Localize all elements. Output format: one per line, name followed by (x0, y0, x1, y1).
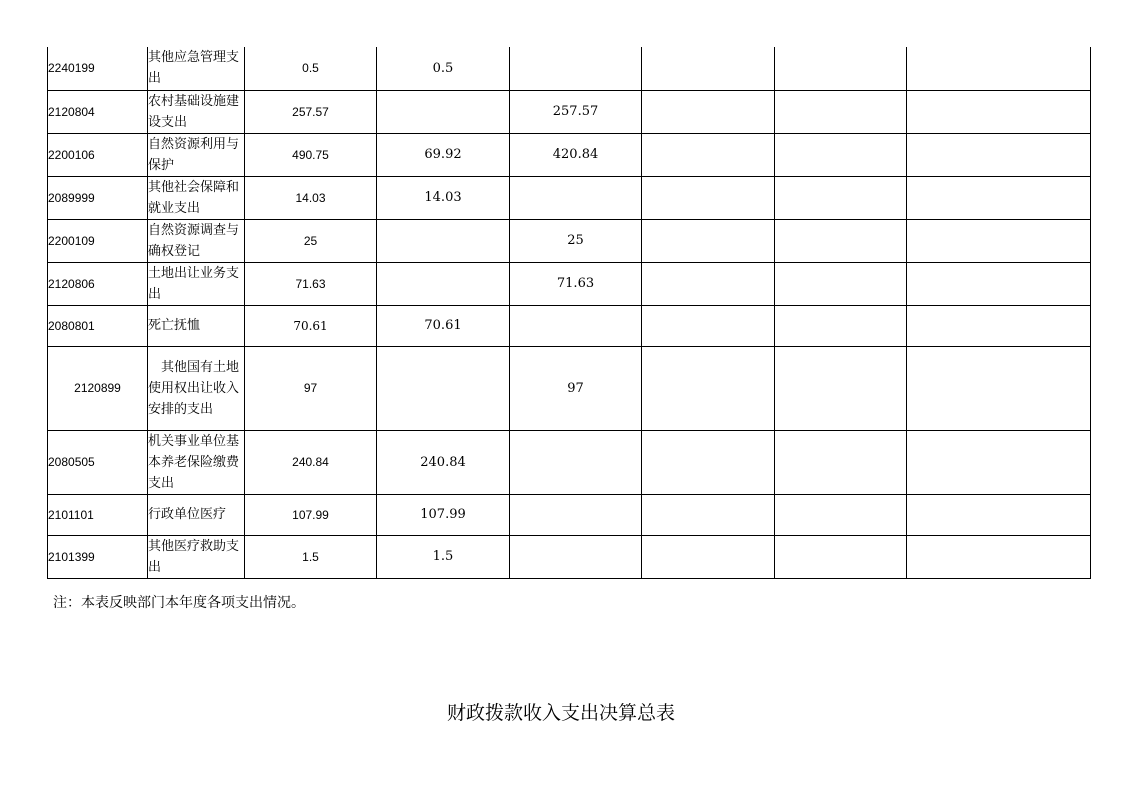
project-expenditure (510, 305, 642, 346)
basic-expenditure: 70.61 (377, 305, 510, 346)
total-amount: 0.5 (245, 47, 377, 90)
total-amount: 490.75 (245, 133, 377, 176)
subject-name: 其他国有土地使用权出让收入安排的支出 (148, 346, 245, 430)
basic-expenditure (377, 90, 510, 133)
basic-expenditure: 0.5 (377, 47, 510, 90)
empty-cell (907, 219, 1091, 262)
empty-cell (775, 346, 907, 430)
subject-name: 其他医疗救助支出 (148, 535, 245, 578)
subject-code: 2120806 (48, 262, 148, 305)
basic-expenditure (377, 262, 510, 305)
empty-cell (642, 47, 775, 90)
subject-name: 死亡抚恤 (148, 305, 245, 346)
total-amount: 240.84 (245, 430, 377, 494)
total-amount: 25 (245, 219, 377, 262)
table-row (48, 430, 1091, 494)
project-expenditure (510, 535, 642, 578)
subject-code: 2080505 (48, 430, 148, 494)
basic-expenditure (377, 346, 510, 430)
empty-cell (775, 430, 907, 494)
empty-cell (907, 430, 1091, 494)
subject-code: 2101399 (48, 535, 148, 578)
subject-code: 2080801 (48, 305, 148, 346)
empty-cell (642, 346, 775, 430)
empty-cell (775, 262, 907, 305)
empty-cell (642, 219, 775, 262)
table-row (48, 305, 1091, 346)
table-row (48, 219, 1091, 262)
project-expenditure: 71.63 (510, 262, 642, 305)
table-row (48, 90, 1091, 133)
subject-code: 2120804 (48, 90, 148, 133)
empty-cell (775, 494, 907, 535)
table-row (48, 47, 1091, 90)
total-amount: 97 (245, 346, 377, 430)
table-row (48, 133, 1091, 176)
basic-expenditure: 107.99 (377, 494, 510, 535)
project-expenditure (510, 47, 642, 90)
total-amount: 71.63 (245, 262, 377, 305)
empty-cell (775, 133, 907, 176)
empty-cell (642, 133, 775, 176)
subject-name: 土地出让业务支出 (148, 262, 245, 305)
project-expenditure (510, 430, 642, 494)
empty-cell (642, 176, 775, 219)
subject-code: 2240199 (48, 47, 148, 90)
table-row (48, 494, 1091, 535)
subject-name: 农村基础设施建设支出 (148, 90, 245, 133)
subject-name: 自然资源利用与保护 (148, 133, 245, 176)
table-row (48, 262, 1091, 305)
subject-name: 自然资源调查与确权登记 (148, 219, 245, 262)
subject-code: 2200106 (48, 133, 148, 176)
empty-cell (907, 346, 1091, 430)
subject-name: 行政单位医疗 (148, 494, 245, 535)
project-expenditure (510, 176, 642, 219)
empty-cell (907, 305, 1091, 346)
total-amount: 1.5 (245, 535, 377, 578)
empty-cell (907, 90, 1091, 133)
empty-cell (642, 305, 775, 346)
table-row (48, 535, 1091, 578)
project-expenditure (510, 494, 642, 535)
empty-cell (775, 47, 907, 90)
subject-code: 2200109 (48, 219, 148, 262)
table-note: 注：本表反映部门本年度各项支出情况。 (53, 595, 305, 611)
table-row (48, 176, 1091, 219)
empty-cell (907, 133, 1091, 176)
empty-cell (775, 219, 907, 262)
basic-expenditure: 69.92 (377, 133, 510, 176)
basic-expenditure: 240.84 (377, 430, 510, 494)
empty-cell (907, 47, 1091, 90)
subject-name: 其他应急管理支出 (148, 47, 245, 90)
subject-name: 机关事业单位基本养老保险缴费支出 (148, 430, 245, 494)
empty-cell (907, 535, 1091, 578)
subject-code: 2120899 (48, 346, 148, 430)
empty-cell (907, 176, 1091, 219)
table-row (48, 346, 1091, 430)
empty-cell (642, 430, 775, 494)
subject-code: 2089999 (48, 176, 148, 219)
expenditure-table (47, 47, 1091, 579)
basic-expenditure: 1.5 (377, 535, 510, 578)
empty-cell (642, 262, 775, 305)
empty-cell (775, 90, 907, 133)
next-table-title: 财政拨款收入支出决算总表 (446, 702, 675, 724)
empty-cell (642, 494, 775, 535)
project-expenditure: 97 (510, 346, 642, 430)
total-amount: 70.61 (245, 305, 377, 346)
empty-cell (775, 535, 907, 578)
subject-code: 2101101 (48, 494, 148, 535)
subject-name: 其他社会保障和就业支出 (148, 176, 245, 219)
project-expenditure: 25 (510, 219, 642, 262)
empty-cell (907, 262, 1091, 305)
empty-cell (775, 176, 907, 219)
empty-cell (642, 90, 775, 133)
empty-cell (642, 535, 775, 578)
empty-cell (775, 305, 907, 346)
total-amount: 14.03 (245, 176, 377, 219)
total-amount: 257.57 (245, 90, 377, 133)
total-amount: 107.99 (245, 494, 377, 535)
project-expenditure: 420.84 (510, 133, 642, 176)
basic-expenditure (377, 219, 510, 262)
basic-expenditure: 14.03 (377, 176, 510, 219)
project-expenditure: 257.57 (510, 90, 642, 133)
empty-cell (907, 494, 1091, 535)
